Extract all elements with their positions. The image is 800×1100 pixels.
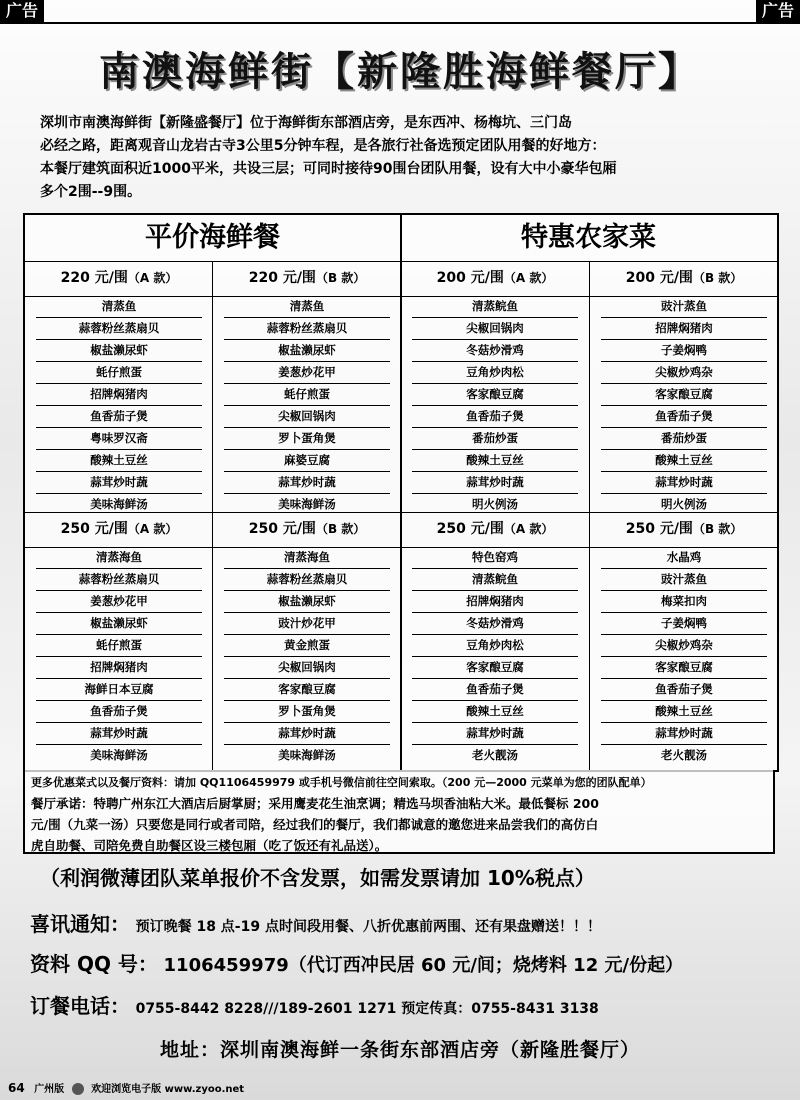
- dish-item: 椒盐濑尿虾: [224, 591, 390, 613]
- edition-label: 广州版: [34, 1084, 65, 1095]
- price-type: （B 款）: [692, 271, 743, 285]
- page-title: 南澳海鲜街【新隆胜海鲜餐厅】: [99, 49, 701, 95]
- notes-line: 虎自助餐、司陪免费自助餐区设三楼包厢（吃了饭还有礼品送）。: [31, 838, 388, 853]
- address: 地址：深圳南澳海鲜一条街东部酒店旁（新隆胜餐厅）: [159, 1039, 640, 1061]
- dish-item: 招牌焖猪肉: [601, 318, 767, 340]
- dish-item: 豆角炒肉松: [412, 635, 578, 657]
- intro-line: 必经之路，距离观音山龙岩古寺3公里5分钟车程，是各旅行社备选预定团队用餐的好地方：: [40, 138, 606, 154]
- menu-price: [214, 261, 400, 296]
- dish-item: 蒜茸炒时蔬: [224, 723, 390, 745]
- dish-item: 酸辣土豆丝: [601, 701, 767, 723]
- dish-item: 明火例汤: [661, 497, 707, 511]
- price-value: 220 元/围: [248, 270, 316, 286]
- dish-item: 鱼香茄子煲: [601, 406, 767, 428]
- price-type: （B 款）: [315, 271, 366, 285]
- price-value: 200 元/围: [625, 270, 693, 286]
- dish-item: 酸辣土豆丝: [36, 450, 202, 472]
- footer-site: 欢迎浏览电子版 www.zyoo.net: [91, 1084, 245, 1095]
- menu-price: [591, 261, 777, 296]
- dish-item: 清蒸鱼: [36, 296, 202, 318]
- qq-line: [30, 948, 683, 977]
- dish-item: 尖椒回锅肉: [412, 318, 578, 340]
- dish-item: 麻婆豆腐: [224, 450, 390, 472]
- menu-column: [26, 261, 212, 515]
- dish-item: 蚝仔煎蛋: [36, 362, 202, 384]
- dish-item: 梅菜扣肉: [601, 591, 767, 613]
- price-value: 220 元/围: [60, 270, 128, 286]
- dish-item: 酸辣土豆丝: [412, 701, 578, 723]
- logo-icon: [72, 1083, 84, 1095]
- dish-item: 子姜焖鸭: [601, 613, 767, 635]
- menu-price: [26, 261, 212, 296]
- price-value: 200 元/围: [436, 270, 504, 286]
- menu-column: [591, 261, 777, 515]
- dish-item: 姜葱炒花甲: [224, 362, 390, 384]
- intro-line: 本餐厅建筑面积近1000平米，共设三层；可同时接待90围台团队用餐，设有大中小豪华包厢: [40, 161, 617, 177]
- price-value: 250 元/围: [248, 521, 316, 537]
- dish-item: 招牌焖猪肉: [36, 657, 202, 679]
- dish-item: 鱼香茄子煲: [36, 406, 202, 428]
- table-divider: [589, 261, 590, 770]
- dish-item: 鱼香茄子煲: [601, 679, 767, 701]
- page-number: 64: [8, 1081, 25, 1095]
- dish-item: 清蒸海鱼: [36, 547, 202, 569]
- notes-line: 餐厅承诺：特聘广州东江大酒店后厨掌厨；采用鹰麦花生油烹调；精选马坝香油粘大米。最低餐标 200: [31, 796, 599, 811]
- qq-label: 资料 QQ 号：: [30, 952, 158, 976]
- menu-price: [26, 512, 212, 547]
- intro-line: 多个2围--9围。: [40, 184, 142, 200]
- dish-item: 蚝仔煎蛋: [224, 384, 390, 406]
- qq-text: 1106459979（代订西冲民居 60 元/间；烧烤料 12 元/份起）: [163, 955, 684, 976]
- dish-item: 蒜蓉粉丝蒸扇贝: [36, 569, 202, 591]
- dish-item: 椒盐濑尿虾: [36, 340, 202, 362]
- notes-box: [23, 770, 775, 854]
- dish-item: 蒜茸炒时蔬: [224, 472, 390, 494]
- dish-item: 尖椒回锅肉: [224, 406, 390, 428]
- dish-item: 水晶鸡: [601, 547, 767, 569]
- dish-item: 番茄炒蛋: [601, 428, 767, 450]
- good-news-text: 预订晚餐 18 点-19 点时间段用餐、八折优惠前两围、还有果盘赠送！！！: [135, 919, 601, 935]
- menu-column: [214, 261, 400, 515]
- phone-text: 0755-8442 8228///189-2601 1271 预定传真：0755-8431 3138: [135, 1001, 599, 1017]
- dish-item: 美味海鲜汤: [90, 497, 148, 511]
- dish-item: 椒盐濑尿虾: [224, 340, 390, 362]
- dish-item: 蒜茸炒时蔬: [412, 723, 578, 745]
- dish-item: 蒜蓉粉丝蒸扇贝: [36, 318, 202, 340]
- dish-item: 尖椒回锅肉: [224, 657, 390, 679]
- dish-item: 酸辣土豆丝: [412, 450, 578, 472]
- dish-item: 蒜茸炒时蔬: [36, 723, 202, 745]
- menu-price: [402, 261, 588, 296]
- dish-item: 鱼香茄子煲: [36, 701, 202, 723]
- notes-line: 元/围（九菜一汤）只要您是同行或者司陪，经过我们的餐厅，我们都诚意的邀您进来品尝我们的高仿白: [31, 817, 599, 832]
- dish-item: 蚝仔煎蛋: [36, 635, 202, 657]
- dish-item: 蒜茸炒时蔬: [36, 472, 202, 494]
- dish-item: 冬菇炒滑鸡: [412, 340, 578, 362]
- dish-item: 蒜茸炒时蔬: [601, 723, 767, 745]
- dish-item: 美味海鲜汤: [278, 497, 336, 511]
- menu-column: [26, 512, 212, 766]
- menu-column: [591, 512, 777, 766]
- dish-item: 豆角炒肉松: [412, 362, 578, 384]
- phone-label: 订餐电话：: [30, 994, 130, 1018]
- dish-item: 蒜蓉粉丝蒸扇贝: [224, 318, 390, 340]
- footer: [8, 1080, 244, 1095]
- menu-table: [23, 213, 779, 772]
- dish-item: 豉汁蒸鱼: [601, 296, 767, 318]
- dish-item: 清蒸海鱼: [224, 547, 390, 569]
- category-farmhouse: 特惠农家菜: [521, 222, 656, 253]
- dish-item: 清蒸鱼: [224, 296, 390, 318]
- dish-item: 罗卜蛋角煲: [224, 428, 390, 450]
- price-type: （A 款）: [127, 522, 178, 536]
- dish-item: 蒜茸炒时蔬: [412, 472, 578, 494]
- menu-column: [402, 512, 588, 766]
- ad-tag-right: 广告: [756, 0, 800, 22]
- dish-item: 清蒸鲩鱼: [412, 296, 578, 318]
- dish-item: 明火例汤: [472, 497, 518, 511]
- price-type: （B 款）: [692, 522, 743, 536]
- price-type: （B 款）: [315, 522, 366, 536]
- price-type: （A 款）: [503, 271, 554, 285]
- category-seafood: 平价海鲜餐: [145, 222, 280, 253]
- dish-item: 清蒸鲩鱼: [412, 569, 578, 591]
- dish-item: 美味海鲜汤: [278, 748, 336, 762]
- dish-item: 罗卜蛋角煲: [224, 701, 390, 723]
- price-type: （A 款）: [127, 271, 178, 285]
- good-news-label: 喜讯通知：: [30, 912, 130, 936]
- price-value: 250 元/围: [436, 521, 504, 537]
- dish-item: 招牌焖猪肉: [412, 591, 578, 613]
- dish-item: 老火靓汤: [472, 748, 518, 762]
- invoice-notice: （利润微薄团队菜单报价不含发票，如需发票请加 10%税点）: [40, 866, 595, 890]
- dish-item: 海鲜日本豆腐: [36, 679, 202, 701]
- dish-item: 客家酿豆腐: [601, 657, 767, 679]
- intro-line: 深圳市南澳海鲜街【新隆盛餐厅】位于海鲜街东部酒店旁，是东西冲、杨梅坑、三门岛: [40, 115, 572, 131]
- dish-item: 椒盐濑尿虾: [36, 613, 202, 635]
- dish-item: 粤味罗汉斋: [36, 428, 202, 450]
- price-type: （A 款）: [503, 522, 554, 536]
- good-news-line: [30, 908, 601, 937]
- dish-item: 蒜蓉粉丝蒸扇贝: [224, 569, 390, 591]
- dish-item: 子姜焖鸭: [601, 340, 767, 362]
- dish-item: 尖椒炒鸡杂: [601, 635, 767, 657]
- price-value: 250 元/围: [60, 521, 128, 537]
- dish-item: 招牌焖猪肉: [36, 384, 202, 406]
- menu-column: [402, 261, 588, 515]
- dish-item: 冬菇炒滑鸡: [412, 613, 578, 635]
- dish-item: 黄金煎蛋: [224, 635, 390, 657]
- menu-price: [214, 512, 400, 547]
- menu-column: [214, 512, 400, 766]
- menu-price: [402, 512, 588, 547]
- menu-price: [591, 512, 777, 547]
- dish-item: 客家酿豆腐: [412, 657, 578, 679]
- notes-line: 更多优惠菜式以及餐厅资料：请加 QQ1106459979 或手机号微信前往空间索取。（200 元—2000 元菜单为您的团队配单）: [31, 776, 652, 789]
- table-divider: [212, 261, 213, 770]
- dish-item: 客家酿豆腐: [224, 679, 390, 701]
- dish-item: 蒜茸炒时蔬: [601, 472, 767, 494]
- intro-paragraph: [40, 112, 770, 204]
- price-value: 250 元/围: [625, 521, 693, 537]
- dish-item: 鱼香茄子煲: [412, 679, 578, 701]
- dish-item: 老火靓汤: [661, 748, 707, 762]
- dish-item: 番茄炒蛋: [412, 428, 578, 450]
- dish-item: 酸辣土豆丝: [601, 450, 767, 472]
- dish-item: 客家酿豆腐: [601, 384, 767, 406]
- dish-item: 豉汁炒花甲: [224, 613, 390, 635]
- ad-tag-left: 广告: [0, 0, 44, 22]
- dish-item: 特色窑鸡: [412, 547, 578, 569]
- phone-line: [30, 990, 599, 1019]
- dish-item: 鱼香茄子煲: [412, 406, 578, 428]
- dish-item: 美味海鲜汤: [90, 748, 148, 762]
- top-divider: [0, 22, 800, 24]
- dish-item: 尖椒炒鸡杂: [601, 362, 767, 384]
- dish-item: 客家酿豆腐: [412, 384, 578, 406]
- dish-item: 豉汁蒸鱼: [601, 569, 767, 591]
- dish-item: 姜葱炒花甲: [36, 591, 202, 613]
